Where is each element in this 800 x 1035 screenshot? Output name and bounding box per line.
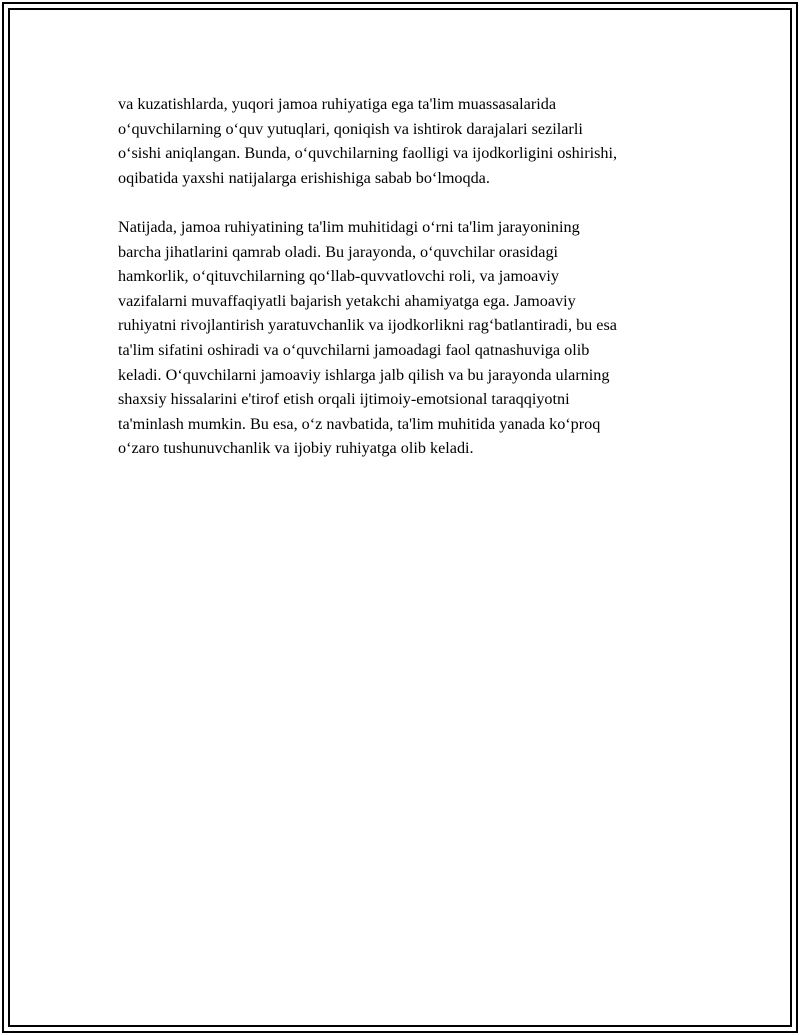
text-line: va kuzatishlarda, yuqori jamoa ruhiyatiga ega ta'lim muassasalarida [118, 95, 557, 113]
text-line: shaxsiy hissalarini e'tirof etish orqali ijtimoiy-emotsional taraqqiyotni [118, 390, 570, 409]
paragraph-2 [118, 215, 698, 461]
document-body [118, 92, 698, 486]
text-line: Natijada, jamoa ruhiyatining ta'lim muhitidagi o‘rni ta'lim jarayonining [118, 217, 580, 236]
text-line: barcha jihatlarini qamrab oladi. Bu jarayonda, o‘quvchilar orasidagi [118, 242, 559, 261]
text-line: ta'lim sifatini oshiradi va o‘quvchilarni jamoadagi faol qatnashuviga olib [118, 340, 590, 359]
paragraph-1 [118, 92, 698, 190]
text-line: o‘sishi aniqlangan. Bunda, o‘quvchilarning faolligi va ijodkorligini oshirishi, [118, 144, 618, 163]
text-line: o‘zaro tushunuvchanlik va ijobiy ruhiyatga olib keladi. [118, 439, 474, 458]
text-line: keladi. O‘quvchilarni jamoaviy ishlarga jalb qilish va bu jarayonda ularning [118, 365, 610, 384]
text-line: oqibatida yaxshi natijalarga erishishiga sabab bo‘lmoqda. [118, 168, 490, 187]
text-line: vazifalarni muvaffaqiyatli bajarish yetakchi ahamiyatga ega. Jamoaviy [118, 291, 576, 310]
text-line: o‘quvchilarning o‘quv yutuqlari, qoniqish va ishtirok darajalari sezilarli [118, 119, 583, 138]
text-line: ta'minlash mumkin. Bu esa, o‘z navbatida, ta'lim muhitida yanada ko‘proq [118, 414, 601, 433]
text-line: ruhiyatni rivojlantirish yaratuvchanlik va ijodkorlikni rag‘batlantiradi, bu esa [118, 316, 617, 335]
text-line: hamkorlik, o‘qituvchilarning qo‘llab-quvvatlovchi roli, va jamoaviy [118, 267, 560, 286]
